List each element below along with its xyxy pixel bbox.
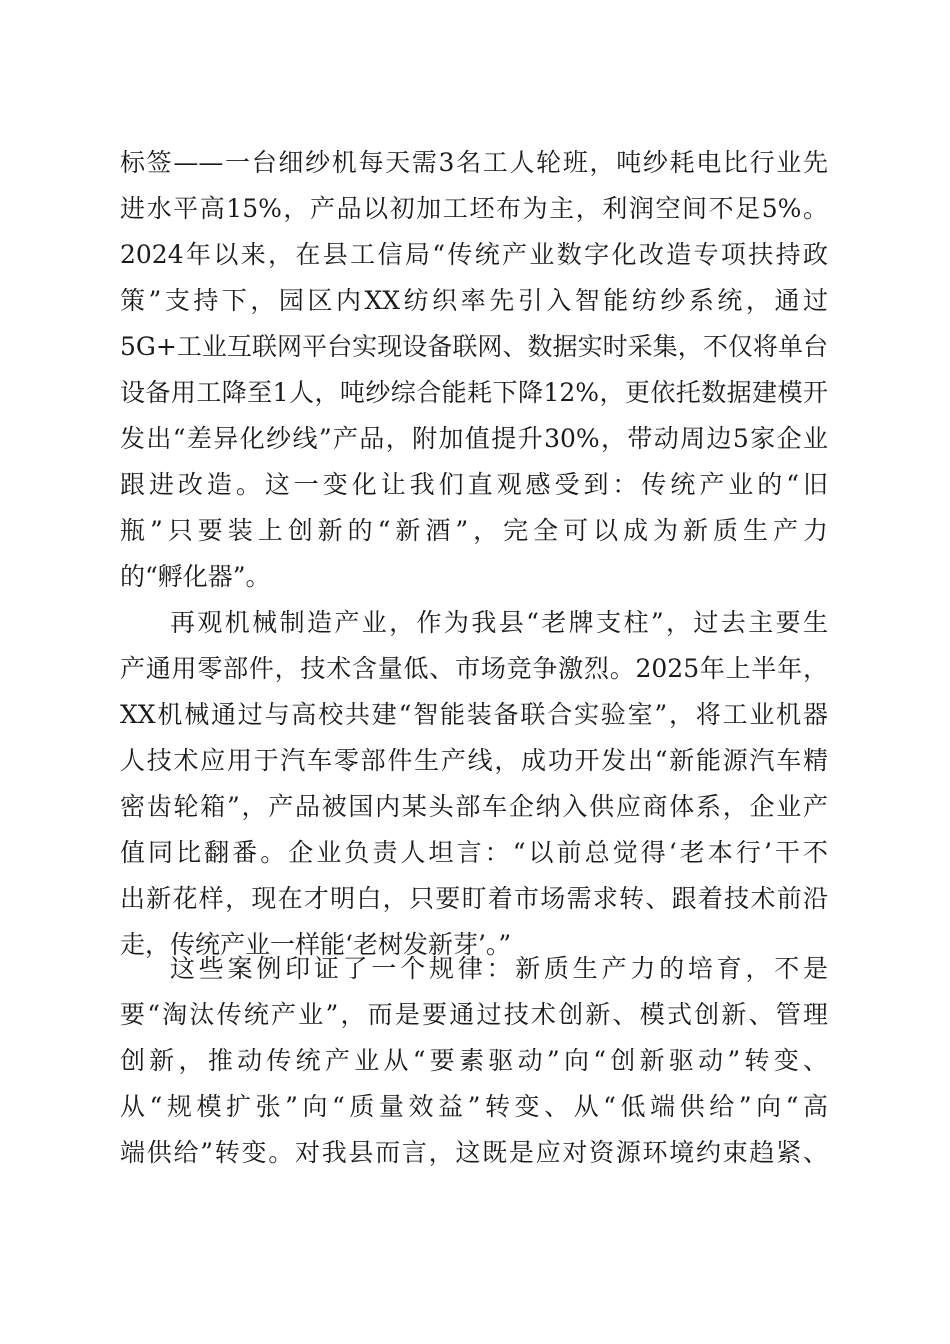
paragraph-line: 5G+工业互联网平台实现设备联网、数据实时采集，不仅将单台 <box>120 332 828 361</box>
paragraph-textile <box>120 140 828 600</box>
paragraph-line: 瓶”只要装上创新的“新酒”，完全可以成为新质生产力 <box>120 516 828 545</box>
paragraph-line: 这些案例印证了一个规律：新质生产力的培育，不是 <box>170 954 828 983</box>
paragraph-line: 产通用零部件，技术含量低、市场竞争激烈。2025年上半年， <box>120 654 828 683</box>
paragraph-line: 跟进改造。这一变化让我们直观感受到：传统产业的“旧 <box>120 470 828 499</box>
paragraph-conclusion <box>120 946 828 1176</box>
paragraph-line: 进水平高15%，产品以初加工坯布为主，利润空间不足5%。 <box>120 194 828 223</box>
paragraph-line: 设备用工降至1人，吨纱综合能耗下降12%，更依托数据建模开 <box>120 378 828 407</box>
paragraph-line: 发出“差异化纱线”产品，附加值提升30%，带动周边5家企业 <box>120 424 828 453</box>
paragraph-line: 走，传统产业一样能‘老树发新芽’。” <box>120 930 512 959</box>
paragraph-line: 再观机械制造产业，作为我县“老牌支柱”，过去主要生 <box>170 608 828 637</box>
paragraph-line: 人技术应用于汽车零部件生产线，成功开发出“新能源汽车精 <box>120 746 828 775</box>
paragraph-line: XX机械通过与高校共建“智能装备联合实验室”，将工业机器 <box>120 700 828 729</box>
paragraph-line: 密齿轮箱”，产品被国内某头部车企纳入供应商体系，企业产 <box>120 792 828 821</box>
paragraph-line: 值同比翻番。企业负责人坦言：“以前总觉得‘老本行’干不 <box>120 838 828 867</box>
paragraph-line: 出新花样，现在才明白，只要盯着市场需求转、跟着技术前沿 <box>120 884 828 913</box>
paragraph-line: 2024年以来，在县工信局“传统产业数字化改造专项扶持政 <box>120 240 828 269</box>
paragraph-line: 从“规模扩张”向“质量效益”转变、从“低端供给”向“高 <box>120 1092 828 1121</box>
paragraph-line: 端供给”转变。对我县而言，这既是应对资源环境约束趋紧、 <box>120 1138 828 1167</box>
paragraph-line: 标签——一台细纱机每天需3名工人轮班，吨纱耗电比行业先 <box>120 148 828 177</box>
paragraph-line: 要“淘汰传统产业”，而是要通过技术创新、模式创新、管理 <box>120 1000 828 1029</box>
paragraph-line: 的“孵化器”。 <box>120 562 271 591</box>
paragraph-line: 策”支持下，园区内XX纺织率先引入智能纺纱系统，通过 <box>120 286 828 315</box>
paragraph-machinery <box>120 600 828 968</box>
paragraph-line: 创新，推动传统产业从“要素驱动”向“创新驱动”转变、 <box>120 1046 829 1075</box>
